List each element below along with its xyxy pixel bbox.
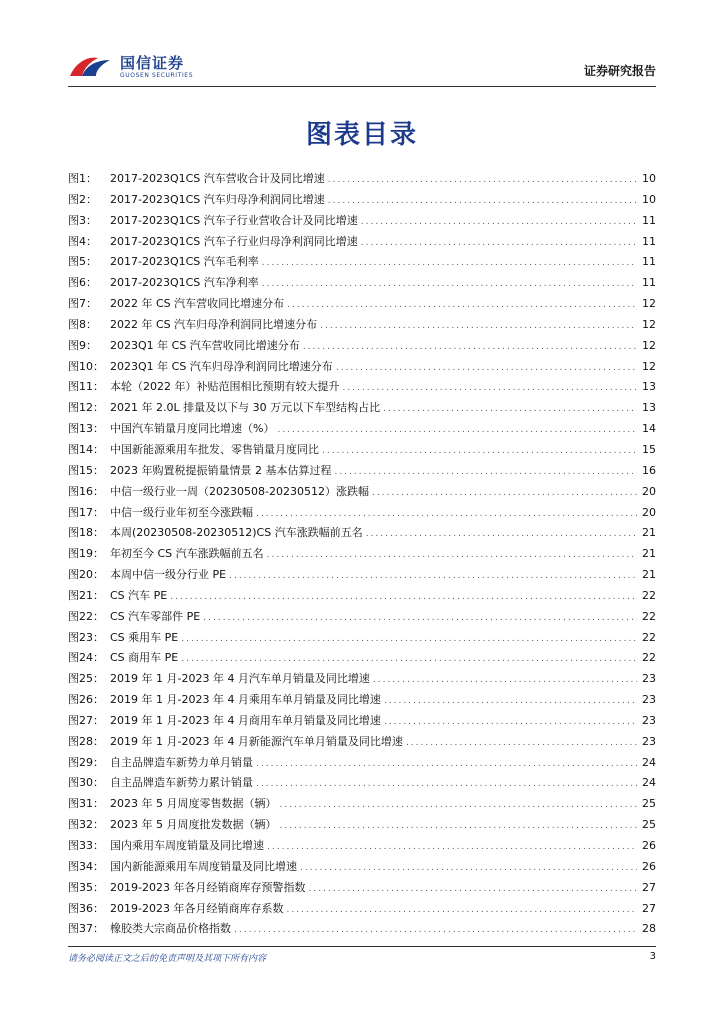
toc-entry-number: 图9： <box>68 338 97 352</box>
toc-entry-title: 2022 年 CS 汽车营收同比增速分布 <box>110 297 285 311</box>
toc-entry-page: 21 <box>642 526 656 540</box>
disclaimer-note: 请务必阅读正文之后的免责声明及其项下所有内容 <box>68 954 267 964</box>
toc-entry-number: 图20： <box>68 568 104 582</box>
toc-leader-dots <box>373 675 637 685</box>
toc-leader-dots <box>328 196 637 206</box>
toc-entry[interactable] <box>68 691 656 712</box>
toc-entry[interactable] <box>68 524 656 545</box>
toc-entry-title: 2021 年 2.0L 排量及以下与 30 万元以下车型结构占比 <box>110 401 381 415</box>
toc-entry-number: 图12： <box>68 401 104 415</box>
toc-entry-page: 28 <box>642 922 656 936</box>
toc-entry-page: 24 <box>642 755 656 769</box>
toc-entry-page: 21 <box>642 568 656 582</box>
toc-leader-dots <box>170 592 637 602</box>
toc-entry-page: 24 <box>642 776 656 790</box>
guosen-logo-icon <box>68 52 112 80</box>
toc-entry-number: 图10： <box>68 359 104 373</box>
toc-entry-title: CS 汽车 PE <box>110 588 168 602</box>
toc-entry-title: 2017-2023Q1CS 汽车归母净利润同比增速 <box>110 192 325 206</box>
toc-leader-dots <box>322 446 637 456</box>
toc-entry-page: 12 <box>642 297 656 311</box>
toc-entry[interactable] <box>68 649 656 670</box>
toc-entry[interactable] <box>68 774 656 795</box>
toc-entry[interactable] <box>68 733 656 754</box>
toc-leader-dots <box>384 696 637 706</box>
toc-entry-title: 2023 年 5 月周度批发数据（辆） <box>110 818 277 832</box>
toc-entry[interactable] <box>68 879 656 900</box>
toc-entry-title: 自主品牌造车新势力单月销量 <box>110 755 253 769</box>
toc-entry[interactable] <box>68 316 656 337</box>
toc-entry-title: 2019-2023 年各月经销商库存预警指数 <box>110 880 306 894</box>
brand-name-en: GUOSEN SECURITIES <box>120 72 194 79</box>
toc-entry-title: 本周(20230508-20230512)CS 汽车涨跌幅前五名 <box>110 526 363 540</box>
toc-entry-number: 图6： <box>68 276 97 290</box>
toc-leader-dots <box>328 175 637 185</box>
toc-leader-dots <box>334 467 637 477</box>
toc-entry-page: 23 <box>642 672 656 686</box>
toc-leader-dots <box>234 925 637 935</box>
toc-entry[interactable] <box>68 253 656 274</box>
toc-entry-number: 图17： <box>68 505 104 519</box>
toc-entry-page: 14 <box>642 422 656 436</box>
toc-leader-dots <box>262 279 637 289</box>
toc-entry[interactable] <box>68 566 656 587</box>
toc-entry-number: 图23： <box>68 630 104 644</box>
toc-entry[interactable] <box>68 670 656 691</box>
toc-entry[interactable] <box>68 170 656 191</box>
toc-entry[interactable] <box>68 629 656 650</box>
toc-entry-number: 图18： <box>68 526 104 540</box>
toc-entry-page: 20 <box>642 505 656 519</box>
toc-entry[interactable] <box>68 337 656 358</box>
toc-entry-number: 图37： <box>68 922 104 936</box>
toc-entry[interactable] <box>68 587 656 608</box>
toc-entry-page: 26 <box>642 859 656 873</box>
toc-entry[interactable] <box>68 274 656 295</box>
toc-leader-dots <box>300 863 637 873</box>
toc-entry-title: 2019 年 1 月-2023 年 4 月汽车单月销量及同比增速 <box>110 672 370 686</box>
toc-entry-page: 11 <box>642 213 656 227</box>
toc-entry-number: 图33： <box>68 839 104 852</box>
toc-entry-number: 图24： <box>68 651 104 665</box>
toc-entry-title: CS 汽车零部件 PE <box>110 609 201 623</box>
toc-entry[interactable] <box>68 754 656 775</box>
toc-entry-title: 2023Q1 年 CS 汽车营收同比增速分布 <box>110 338 300 352</box>
toc-entry-page: 10 <box>642 172 656 185</box>
toc-leader-dots <box>336 363 637 373</box>
toc-entry-number: 图1： <box>68 172 97 185</box>
toc-entry-title: 自主品牌造车新势力累计销量 <box>110 776 253 790</box>
toc-entry-title: 2023 年购置税提振销量情景 2 基本估算过程 <box>110 463 332 477</box>
toc-entry-number: 图28： <box>68 734 104 748</box>
toc-entry-number: 图4： <box>68 234 97 248</box>
toc-leader-dots <box>287 300 637 310</box>
toc-entry-page: 23 <box>642 713 656 727</box>
toc-entry-title: 本轮（2022 年）补贴范围相比预期有较大提升 <box>110 380 340 394</box>
toc-entry[interactable] <box>68 191 656 212</box>
toc-entry[interactable] <box>68 795 656 816</box>
toc-entry-number: 图32： <box>68 818 104 832</box>
toc-entry-title: 2023 年 5 月周度零售数据（辆） <box>110 797 277 811</box>
toc-entry[interactable] <box>68 441 656 462</box>
toc-leader-dots <box>361 217 637 227</box>
toc-entry-title: 2017-2023Q1CS 汽车净利率 <box>110 276 259 290</box>
toc-entry-number: 图3： <box>68 213 97 227</box>
toc-entry-page: 22 <box>642 651 656 665</box>
toc-entry-title: 中国汽车销量月度同比增速（%） <box>110 422 275 436</box>
toc-entry-page: 11 <box>642 234 656 248</box>
toc-entry-title: 中信一级行业年初至今涨跌幅 <box>110 505 253 519</box>
toc-entry[interactable] <box>68 462 656 483</box>
toc-entry-page: 26 <box>642 839 656 852</box>
toc-leader-dots <box>303 342 637 352</box>
toc-entry-page: 12 <box>642 317 656 331</box>
toc-leader-dots <box>384 717 637 727</box>
toc-leader-dots <box>383 404 637 414</box>
toc-entry-title: 2017-2023Q1CS 汽车营收合计及同比增速 <box>110 172 325 185</box>
toc-entry-title: 中国新能源乘用车批发、零售销量月度同比 <box>110 442 319 456</box>
header-divider <box>68 86 656 87</box>
toc-entry-title: 2023Q1 年 CS 汽车归母净利润同比增速分布 <box>110 359 333 373</box>
toc-entry[interactable] <box>68 483 656 504</box>
toc-entry-page: 12 <box>642 338 656 352</box>
toc-entry-page: 21 <box>642 547 656 561</box>
toc-entry-number: 图30： <box>68 776 104 790</box>
toc-entry-title: 2017-2023Q1CS 汽车毛利率 <box>110 255 259 269</box>
toc-entry-page: 16 <box>642 463 656 477</box>
toc-entry[interactable] <box>68 504 656 525</box>
toc-entry-number: 图29： <box>68 755 104 769</box>
toc-entry-number: 图8： <box>68 317 97 331</box>
toc-entry-page: 27 <box>642 901 656 915</box>
toc-entry-number: 图22： <box>68 609 104 623</box>
toc-entry[interactable] <box>68 608 656 629</box>
toc-entry-page: 22 <box>642 609 656 623</box>
toc-leader-dots <box>320 321 637 331</box>
toc-leader-dots <box>267 550 637 560</box>
toc-entry[interactable] <box>68 420 656 441</box>
toc-entry-page: 22 <box>642 588 656 602</box>
toc-entry[interactable] <box>68 358 656 379</box>
toc-entry[interactable] <box>68 212 656 233</box>
toc-leader-dots <box>366 529 637 539</box>
toc-entry-page: 25 <box>642 797 656 811</box>
toc-entry-page: 12 <box>642 359 656 373</box>
toc-entry-page: 11 <box>642 276 656 290</box>
toc-entry-number: 图2： <box>68 192 97 206</box>
toc-entry-title: 本周中信一级分行业 PE <box>110 568 227 582</box>
toc-entry[interactable] <box>68 920 656 941</box>
toc-entry-page: 13 <box>642 401 656 415</box>
toc-entry-page: 10 <box>642 192 656 206</box>
toc-entry-title: 2017-2023Q1CS 汽车子行业归母净利润同比增速 <box>110 234 358 248</box>
toc-leader-dots <box>286 905 637 915</box>
brand-name-cn: 国信证券 <box>120 54 185 72</box>
toc-entry-number: 图5： <box>68 255 97 269</box>
table-of-figures <box>68 170 656 941</box>
toc-entry-title: 2017-2023Q1CS 汽车子行业营收合计及同比增速 <box>110 213 358 227</box>
toc-entry-number: 图11： <box>68 380 104 394</box>
toc-entry-title: 2022 年 CS 汽车归母净利润同比增速分布 <box>110 317 318 331</box>
footer-divider <box>68 946 656 947</box>
toc-leader-dots <box>406 738 637 748</box>
toc-leader-dots <box>279 821 637 831</box>
toc-entry-number: 图25： <box>68 672 104 686</box>
toc-entry-number: 图35： <box>68 880 104 894</box>
toc-entry-number: 图7： <box>68 297 97 311</box>
toc-entry[interactable] <box>68 233 656 254</box>
toc-entry[interactable] <box>68 378 656 399</box>
toc-entry-page: 23 <box>642 693 656 707</box>
toc-entry-title: 年初至今 CS 汽车涨跌幅前五名 <box>110 547 264 561</box>
toc-entry-number: 图36： <box>68 901 104 915</box>
toc-entry-page: 27 <box>642 880 656 894</box>
toc-entry-page: 25 <box>642 818 656 832</box>
toc-entry-title: CS 乘用车 PE <box>110 630 179 644</box>
toc-leader-dots <box>256 759 637 769</box>
toc-entry-number: 图14： <box>68 442 104 456</box>
toc-entry-number: 图34： <box>68 859 104 873</box>
toc-entry-page: 15 <box>642 442 656 456</box>
toc-leader-dots <box>229 571 637 581</box>
toc-entry[interactable] <box>68 545 656 566</box>
toc-entry-title: 国内新能源乘用车周度销量及同比增速 <box>110 859 297 873</box>
toc-entry-number: 图21： <box>68 588 104 602</box>
toc-entry-title: 国内乘用车周度销量及同比增速 <box>110 839 264 852</box>
toc-leader-dots <box>256 779 637 789</box>
toc-entry[interactable] <box>68 816 656 837</box>
toc-leader-dots <box>256 509 637 519</box>
toc-entry[interactable] <box>68 399 656 420</box>
report-type-label: 证券研究报告 <box>583 64 656 78</box>
toc-entry-page: 13 <box>642 380 656 394</box>
toc-entry[interactable] <box>68 295 656 316</box>
toc-entry-page: 11 <box>642 255 656 269</box>
toc-leader-dots <box>181 654 637 664</box>
toc-entry-number: 图26： <box>68 693 104 707</box>
toc-entry-page: 20 <box>642 484 656 498</box>
toc-entry-number: 图15： <box>68 463 104 477</box>
toc-entry-title: CS 商用车 PE <box>110 651 179 665</box>
toc-entry-title: 橡胶类大宗商品价格指数 <box>110 922 231 936</box>
toc-entry-number: 图27： <box>68 713 104 727</box>
toc-entry-title: 2019 年 1 月-2023 年 4 月乘用车单月销量及同比增速 <box>110 693 381 707</box>
toc-entry-title: 2019 年 1 月-2023 年 4 月商用车单月销量及同比增速 <box>110 713 381 727</box>
toc-leader-dots <box>308 884 637 894</box>
toc-entry-number: 图16： <box>68 484 104 498</box>
toc-entry-page: 22 <box>642 630 656 644</box>
toc-entry-title: 中信一级行业一周（20230508-20230512）涨跌幅 <box>110 484 369 498</box>
toc-leader-dots <box>343 383 638 393</box>
toc-entry-title: 2019 年 1 月-2023 年 4 月新能源汽车单月销量及同比增速 <box>110 734 403 748</box>
toc-leader-dots <box>279 800 637 810</box>
toc-entry[interactable] <box>68 858 656 879</box>
toc-entry-page: 23 <box>642 734 656 748</box>
toc-entry-number: 图19： <box>68 547 104 561</box>
page-title: 图表目录 <box>305 120 418 150</box>
toc-entry-number: 图13： <box>68 422 104 436</box>
page-header <box>68 48 656 88</box>
toc-leader-dots <box>361 238 637 248</box>
toc-entry-number: 图31： <box>68 797 104 811</box>
toc-leader-dots <box>181 634 637 644</box>
toc-leader-dots <box>262 258 637 268</box>
page-number: 3 <box>649 951 656 962</box>
toc-entry[interactable] <box>68 900 656 921</box>
toc-leader-dots <box>203 613 637 623</box>
toc-entry-title: 2019-2023 年各月经销商库存系数 <box>110 901 284 915</box>
toc-leader-dots <box>372 488 637 498</box>
toc-leader-dots <box>267 842 637 852</box>
toc-entry[interactable] <box>68 712 656 733</box>
toc-entry[interactable] <box>68 837 656 858</box>
toc-leader-dots <box>277 425 637 435</box>
